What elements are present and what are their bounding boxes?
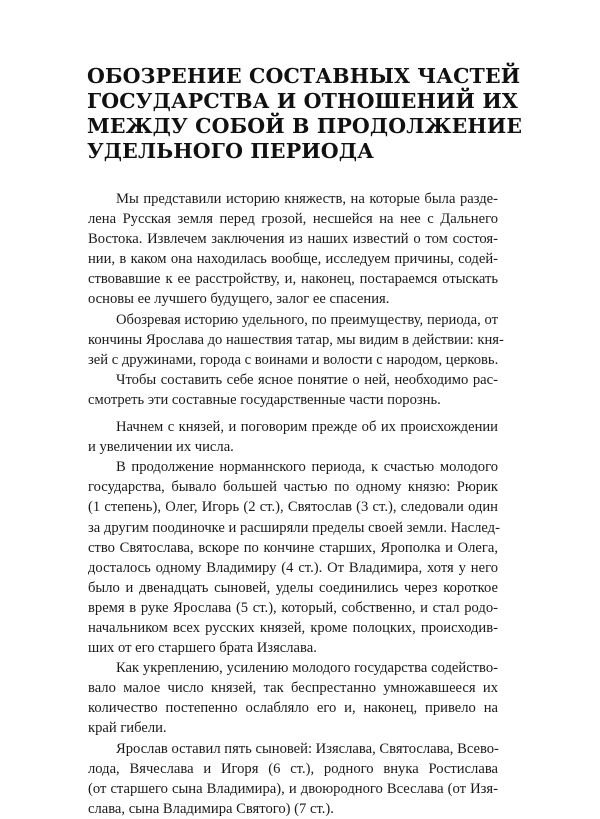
text-line: ших от его старшего брата Изяслава. xyxy=(88,640,317,657)
paragraph xyxy=(88,310,504,370)
paragraph xyxy=(88,658,498,738)
text-line: край гибели. xyxy=(88,720,167,737)
text-line: досталось одному Владимиру (4 ст.). От Владимира, хотя у него xyxy=(88,559,498,576)
text-line: вало малое число князей, так беспрестанно умножавшееся их xyxy=(88,680,498,697)
text-line: Как укреплению, усилению молодого государства содейство- xyxy=(116,660,498,677)
paragraph xyxy=(88,189,498,310)
text-line: Востока. Извлечем заключения из наших известий о том состоя- xyxy=(88,231,498,248)
chapter-title-line: УДЕЛЬНОГО ПЕРИОДА xyxy=(87,139,375,163)
text-line: нии, в каком она находилась вообще, исследуем причины, содей- xyxy=(88,251,498,268)
chapter-title-line: МЕЖДУ СОБОЙ В ПРОДОЛЖЕНИЕ xyxy=(87,114,523,138)
paragraph xyxy=(88,457,498,658)
text-line: время в руке Ярослава (5 ст.), который, собственно, и стал родо- xyxy=(88,599,498,616)
text-line: кончины Ярослава до нашествия татар, мы видим в действии: кня- xyxy=(88,331,504,348)
chapter-title xyxy=(87,64,547,164)
text-line: Обозревая историю удельного, по преимуществу, периода, от xyxy=(116,311,498,328)
chapter-title-line: ОБОЗРЕНИЕ СОСТАВНЫХ ЧАСТЕЙ xyxy=(87,64,521,88)
text-line: основы ее лучшего будущего, залог ее спасения. xyxy=(88,291,390,308)
text-line: Ярослав оставил пять сыновей: Изяслава, Святослава, Всево- xyxy=(116,740,499,757)
text-line: количество постепенно ослабляло его и, наконец, привело на xyxy=(88,700,498,717)
text-line: ство Святослава, вскоре по кончине старших, Ярополка и Олега, xyxy=(88,539,498,556)
text-line: В продолжение норманнского периода, к счастью молодого xyxy=(116,459,498,476)
paragraph xyxy=(88,370,498,410)
text-line: начальником всех русских князей, кроме полоцких, происходив- xyxy=(88,619,498,636)
text-line: и увеличении их числа. xyxy=(88,439,234,456)
text-line: Начнем с князей, и поговорим прежде об их происхождении xyxy=(116,419,498,436)
text-line: лода, Вячеслава и Игоря (6 ст.), родного внука Ростислава xyxy=(88,760,498,777)
paragraph xyxy=(88,739,498,819)
text-line: смотреть эти составные государственные части порознь. xyxy=(88,391,441,408)
text-line: слава, сына Владимира Святого) (7 ст.). xyxy=(88,800,334,817)
text-line: Мы представили историю княжеств, на которые была разде- xyxy=(116,191,498,207)
body-text xyxy=(88,189,504,819)
text-line: государства, бывало большей частью по одному князю: Рюрик xyxy=(88,479,498,496)
paragraph xyxy=(88,417,498,457)
chapter-title-line: ГОСУДАРСТВА И ОТНОШЕНИЙ ИХ xyxy=(87,89,518,113)
text-line: за другим поодиночке и расширяли пределы своей земли. Наслед- xyxy=(88,519,500,536)
text-line: (1 степень), Олег, Игорь (2 ст.), Святослав (3 ст.), следовали один xyxy=(88,499,498,516)
text-line: лена Русская земля перед грозой, несшейся на нее с Дальнего xyxy=(88,211,498,228)
text-line: зей с дружинами, города с воинами и волости с народом, церковь. xyxy=(88,351,499,368)
text-line: (от старшего сына Владимира), и двоюродного Всеслава (от Изя- xyxy=(88,780,498,797)
text-line: Чтобы составить себе ясное понятие о ней, необходимо рас- xyxy=(116,371,498,388)
text-line: ствовавшие к ее расстройству, и, наконец, постараемся отыскать xyxy=(88,271,498,288)
text-line: было и двенадцать сыновей, уделы соединились через короткое xyxy=(88,579,498,596)
